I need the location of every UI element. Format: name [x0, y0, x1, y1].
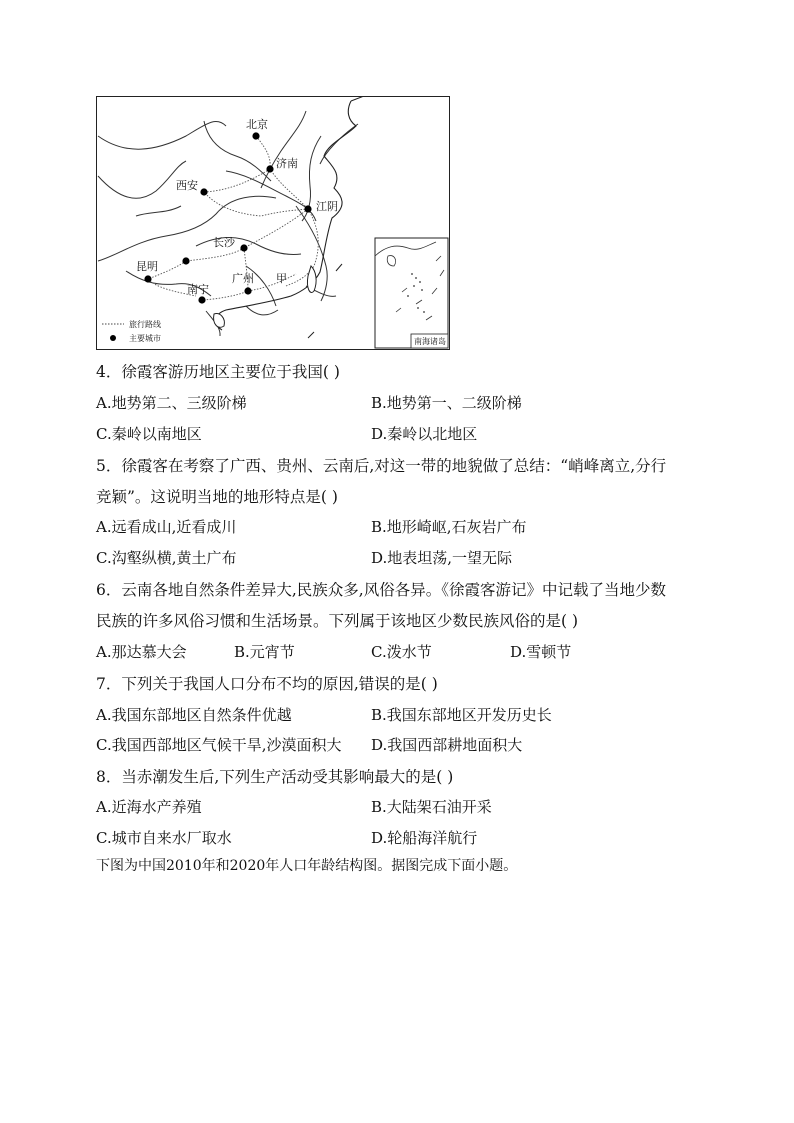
city-label-jinan: 济南 — [276, 157, 298, 170]
city-dot-jiangyin — [304, 205, 311, 212]
city-dot-extra — [182, 257, 189, 264]
city-dot-kunming — [144, 275, 151, 282]
inset-frame — [375, 238, 448, 348]
next-figure-instruction: 下图为中国2010年和2020年人口年龄结构图。据图完成下面小题。 — [96, 858, 518, 874]
city-label-guangzhou: 广州 — [232, 272, 254, 285]
q6-option-d[interactable]: D.雪顿节 — [510, 643, 572, 661]
q8-option-b[interactable]: B.大陆架石油开采 — [371, 798, 492, 816]
q6-option-c[interactable]: C.泼水节 — [371, 643, 432, 661]
q4-option-c[interactable]: C.秦岭以南地区 — [96, 425, 202, 443]
q6-option-b[interactable]: B.元宵节 — [234, 643, 295, 661]
q8-option-a[interactable]: A.近海水产养殖 — [96, 798, 202, 816]
q5-option-c[interactable]: C.沟壑纵横,黄土广布 — [96, 549, 237, 567]
q5-option-a[interactable]: A.远看成山,近看成川 — [96, 518, 237, 536]
south-sea-inset — [375, 238, 448, 348]
travel-route-map — [96, 96, 450, 350]
marker-label-jia: 甲 — [276, 272, 287, 285]
city-label-nanning: 南宁 — [187, 283, 209, 296]
q7-option-d[interactable]: D.我国西部耕地面积大 — [371, 736, 523, 754]
question-5-stem-line-1: 5．徐霞客在考察了广西、贵州、云南后,对这一带的地貌做了总结：“峭峰离立,分行 — [96, 457, 667, 475]
q4-option-a[interactable]: A.地势第二、三级阶梯 — [96, 394, 247, 412]
legend-city-label: 主要城市 — [129, 334, 161, 343]
city-label-changsha: 长沙 — [213, 236, 235, 249]
q7-option-b[interactable]: B.我国东部地区开发历史长 — [371, 706, 552, 724]
city-dot-guangzhou — [244, 287, 251, 294]
legend-route-label: 旅行路线 — [129, 320, 161, 329]
question-6-stem-line-2: 民族的许多风俗习惯和生活场景。下列属于该地区少数民族风俗的是( ) — [96, 612, 579, 630]
question-7-stem: 7．下列关于我国人口分布不均的原因,错误的是( ) — [96, 675, 438, 693]
question-8-stem: 8．当赤潮发生后,下列生产活动受其影响最大的是( ) — [96, 768, 454, 786]
inset-caption: 南海诸岛 — [414, 337, 446, 346]
city-dot-beijing — [252, 132, 259, 139]
city-dot-nanning — [198, 296, 205, 303]
city-label-jiangyin: 江阴 — [316, 200, 338, 213]
question-4-stem: 4．徐霞客游历地区主要位于我国( ) — [96, 363, 340, 381]
question-6-stem-line-1: 6．云南各地自然条件差异大,民族众多,风俗各异。《徐霞客游记》中记载了当地少数 — [96, 581, 666, 599]
q8-option-d[interactable]: D.轮船海洋航行 — [371, 829, 478, 847]
question-5-stem-line-2: 竞颖”。这说明当地的地形特点是( ) — [96, 488, 338, 506]
city-dot-jinan — [266, 165, 273, 172]
q6-option-a[interactable]: A.那达慕大会 — [96, 643, 187, 661]
map-svg — [96, 96, 450, 350]
city-label-kunming: 昆明 — [136, 260, 158, 273]
q5-option-b[interactable]: B.地形崎岖,石灰岩广布 — [371, 518, 527, 536]
city-dot-xian — [200, 188, 207, 195]
city-label-beijing: 北京 — [246, 118, 268, 131]
city-dot-changsha — [240, 244, 247, 251]
q8-option-c[interactable]: C.城市自来水厂取水 — [96, 829, 232, 847]
legend-city-swatch — [110, 335, 116, 341]
q7-option-a[interactable]: A.我国东部地区自然条件优越 — [96, 706, 292, 724]
city-label-xian: 西安 — [176, 179, 198, 192]
q7-option-c[interactable]: C.我国西部地区气候干旱,沙漠面积大 — [96, 736, 342, 754]
q4-option-b[interactable]: B.地势第一、二级阶梯 — [371, 394, 522, 412]
q4-option-d[interactable]: D.秦岭以北地区 — [371, 425, 478, 443]
q5-option-d[interactable]: D.地表坦荡,一望无际 — [371, 549, 513, 567]
